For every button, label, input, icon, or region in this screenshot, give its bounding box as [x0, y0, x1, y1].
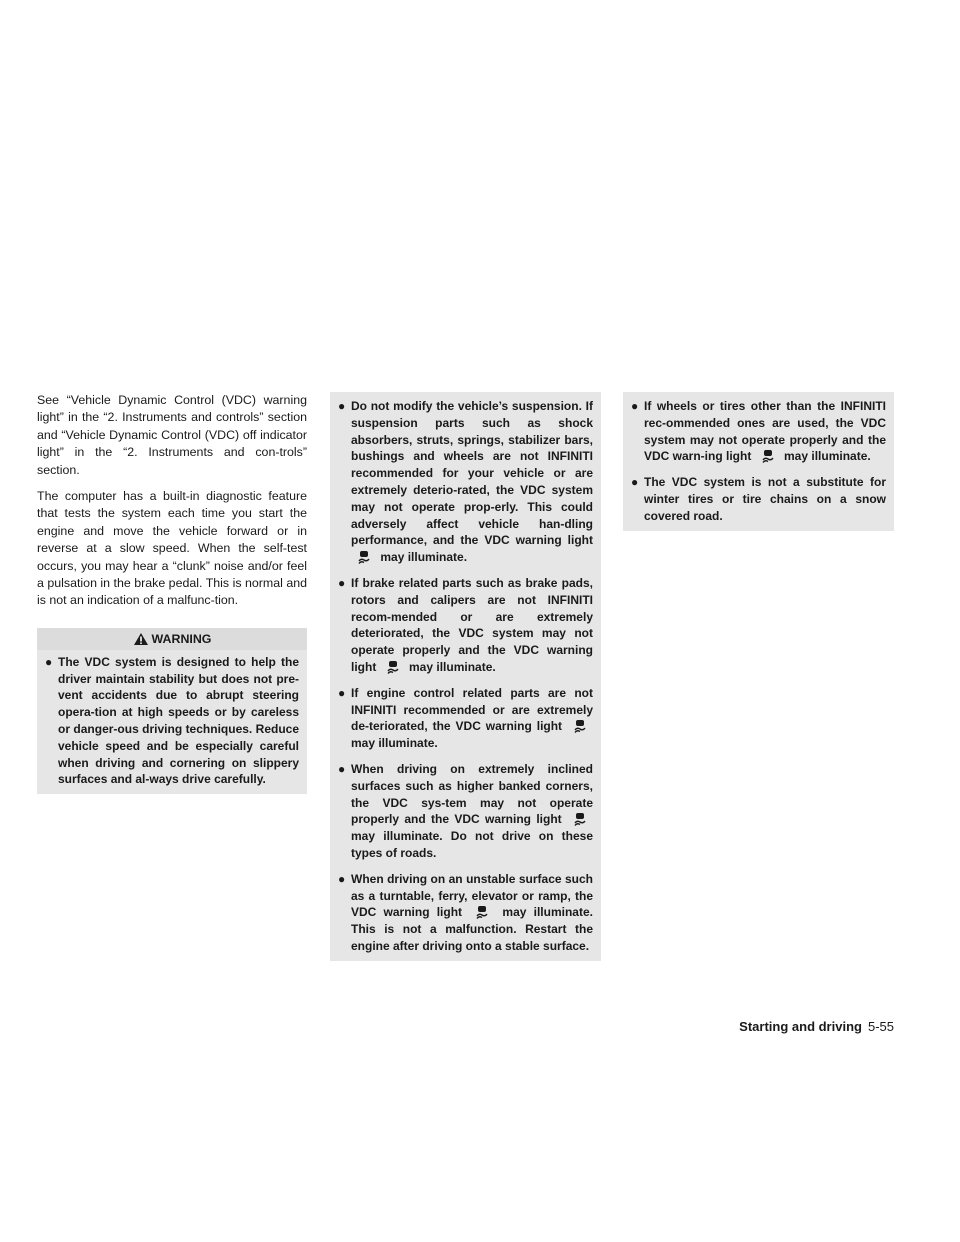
warning-triangle-icon: [133, 632, 149, 646]
warning-title: WARNING: [151, 631, 212, 646]
vdc-warning-icon: [351, 550, 377, 564]
vdc-warning-icon: [567, 812, 593, 826]
warning-item-text: The VDC system is designed to help the driver maintain stability but does not pre-vent accidents due to abrupt steering opera-tion at high speeds or by careless or danger-ous driving techniques. Reduce vehicle speed and be especially careful when driving and cornering on slippery surfaces and al-ways drive carefully.: [58, 654, 299, 787]
item-text: may illuminate.: [351, 736, 438, 751]
vdc-warning-icon: [567, 719, 593, 733]
column-1: [37, 392, 307, 794]
page-number: 5-55: [867, 1019, 894, 1034]
item-text: may illuminate.: [409, 659, 496, 674]
vdc-warning-icon: [755, 449, 781, 463]
vdc-warning-icon: [469, 905, 495, 919]
item-text: If engine control related parts are not INFINITI recommended or are extremely de-teriorated, the VDC warning light: [351, 685, 593, 734]
warning-continued-body: [330, 392, 601, 961]
list-item: [45, 654, 299, 788]
page-footer: [739, 1019, 894, 1034]
item-text: may illuminate.: [784, 449, 871, 464]
bullet-icon: ●: [338, 575, 346, 590]
item-text: may illuminate. Do not drive on these types of roads.: [351, 829, 593, 860]
bullet-icon: ●: [45, 654, 53, 669]
bullet-icon: ●: [631, 399, 639, 413]
column-2: [330, 392, 601, 961]
vdc-warning-icon: [380, 660, 406, 674]
item-text: If wheels or tires other than the INFINITI rec-ommended ones are used, the VDC system may not operate properly and the VDC warn-ing light: [644, 399, 886, 464]
footer-section-title: Starting and driving: [739, 1019, 862, 1034]
list-item: [338, 761, 593, 862]
bullet-icon: ●: [338, 399, 346, 413]
column-3: [623, 392, 894, 531]
item-text: The VDC system is not a substitute for winter tires or tire chains on a snow covered road.: [644, 475, 886, 523]
list-item: [338, 575, 593, 676]
list-item: [338, 871, 593, 955]
item-text: Do not modify the vehicle’s suspension. If suspension parts such as shock absorbers, struts, springs, stabilizer bars, bushings and wheels are not INFINITI recommended for your vehicle or are extremely deterio-rated, the VDC system may not operate prop-erly. This could adversely affect vehicle han-dling performance, and the VDC warning light: [351, 399, 593, 548]
warning-body: [37, 650, 307, 794]
intro-paragraph-1: See “Vehicle Dynamic Control (VDC) warning light” in the “2. Instruments and controls” section and “Vehicle Dynamic Control (VDC) off indicator light” in the “2. Instruments and con-trols” section.: [37, 393, 307, 477]
list-item: [338, 685, 593, 752]
list-item: [631, 398, 886, 465]
item-text: When driving on extremely inclined surfaces such as higher banked corners, the VDC sys-tem may not operate properly and the VDC warning light: [351, 761, 593, 827]
warning-continued-body: [623, 392, 894, 531]
bullet-icon: ●: [338, 871, 346, 886]
item-text: When driving on an unstable surface such as a turntable, ferry, elevator or ramp, the VDC warning light: [351, 871, 593, 920]
list-item: [338, 398, 593, 566]
item-text: If brake related parts such as brake pads, rotors and calipers are not INFINITI recom-mended or are extremely deteriorated, the VDC system may not operate properly and the VDC warning light: [351, 575, 593, 674]
warning-header: [37, 628, 307, 650]
bullet-icon: ●: [631, 475, 639, 490]
bullet-icon: ●: [338, 761, 346, 776]
intro-paragraph-2: The computer has a built-in diagnostic feature that tests the system each time you start the engine and move the vehicle forward or in reverse at a slow speed. When the self-test occurs, you may hear a “clunk” noise and/or feel a pulsation in the brake pedal. This is normal and is not an indication of a malfunc-tion.: [37, 489, 307, 608]
item-text: may illuminate. This is not a malfunction. Restart the engine after driving onto a stable surface.: [351, 905, 593, 953]
list-item: [631, 474, 886, 524]
bullet-icon: ●: [338, 685, 346, 700]
item-text: may illuminate.: [380, 550, 468, 565]
